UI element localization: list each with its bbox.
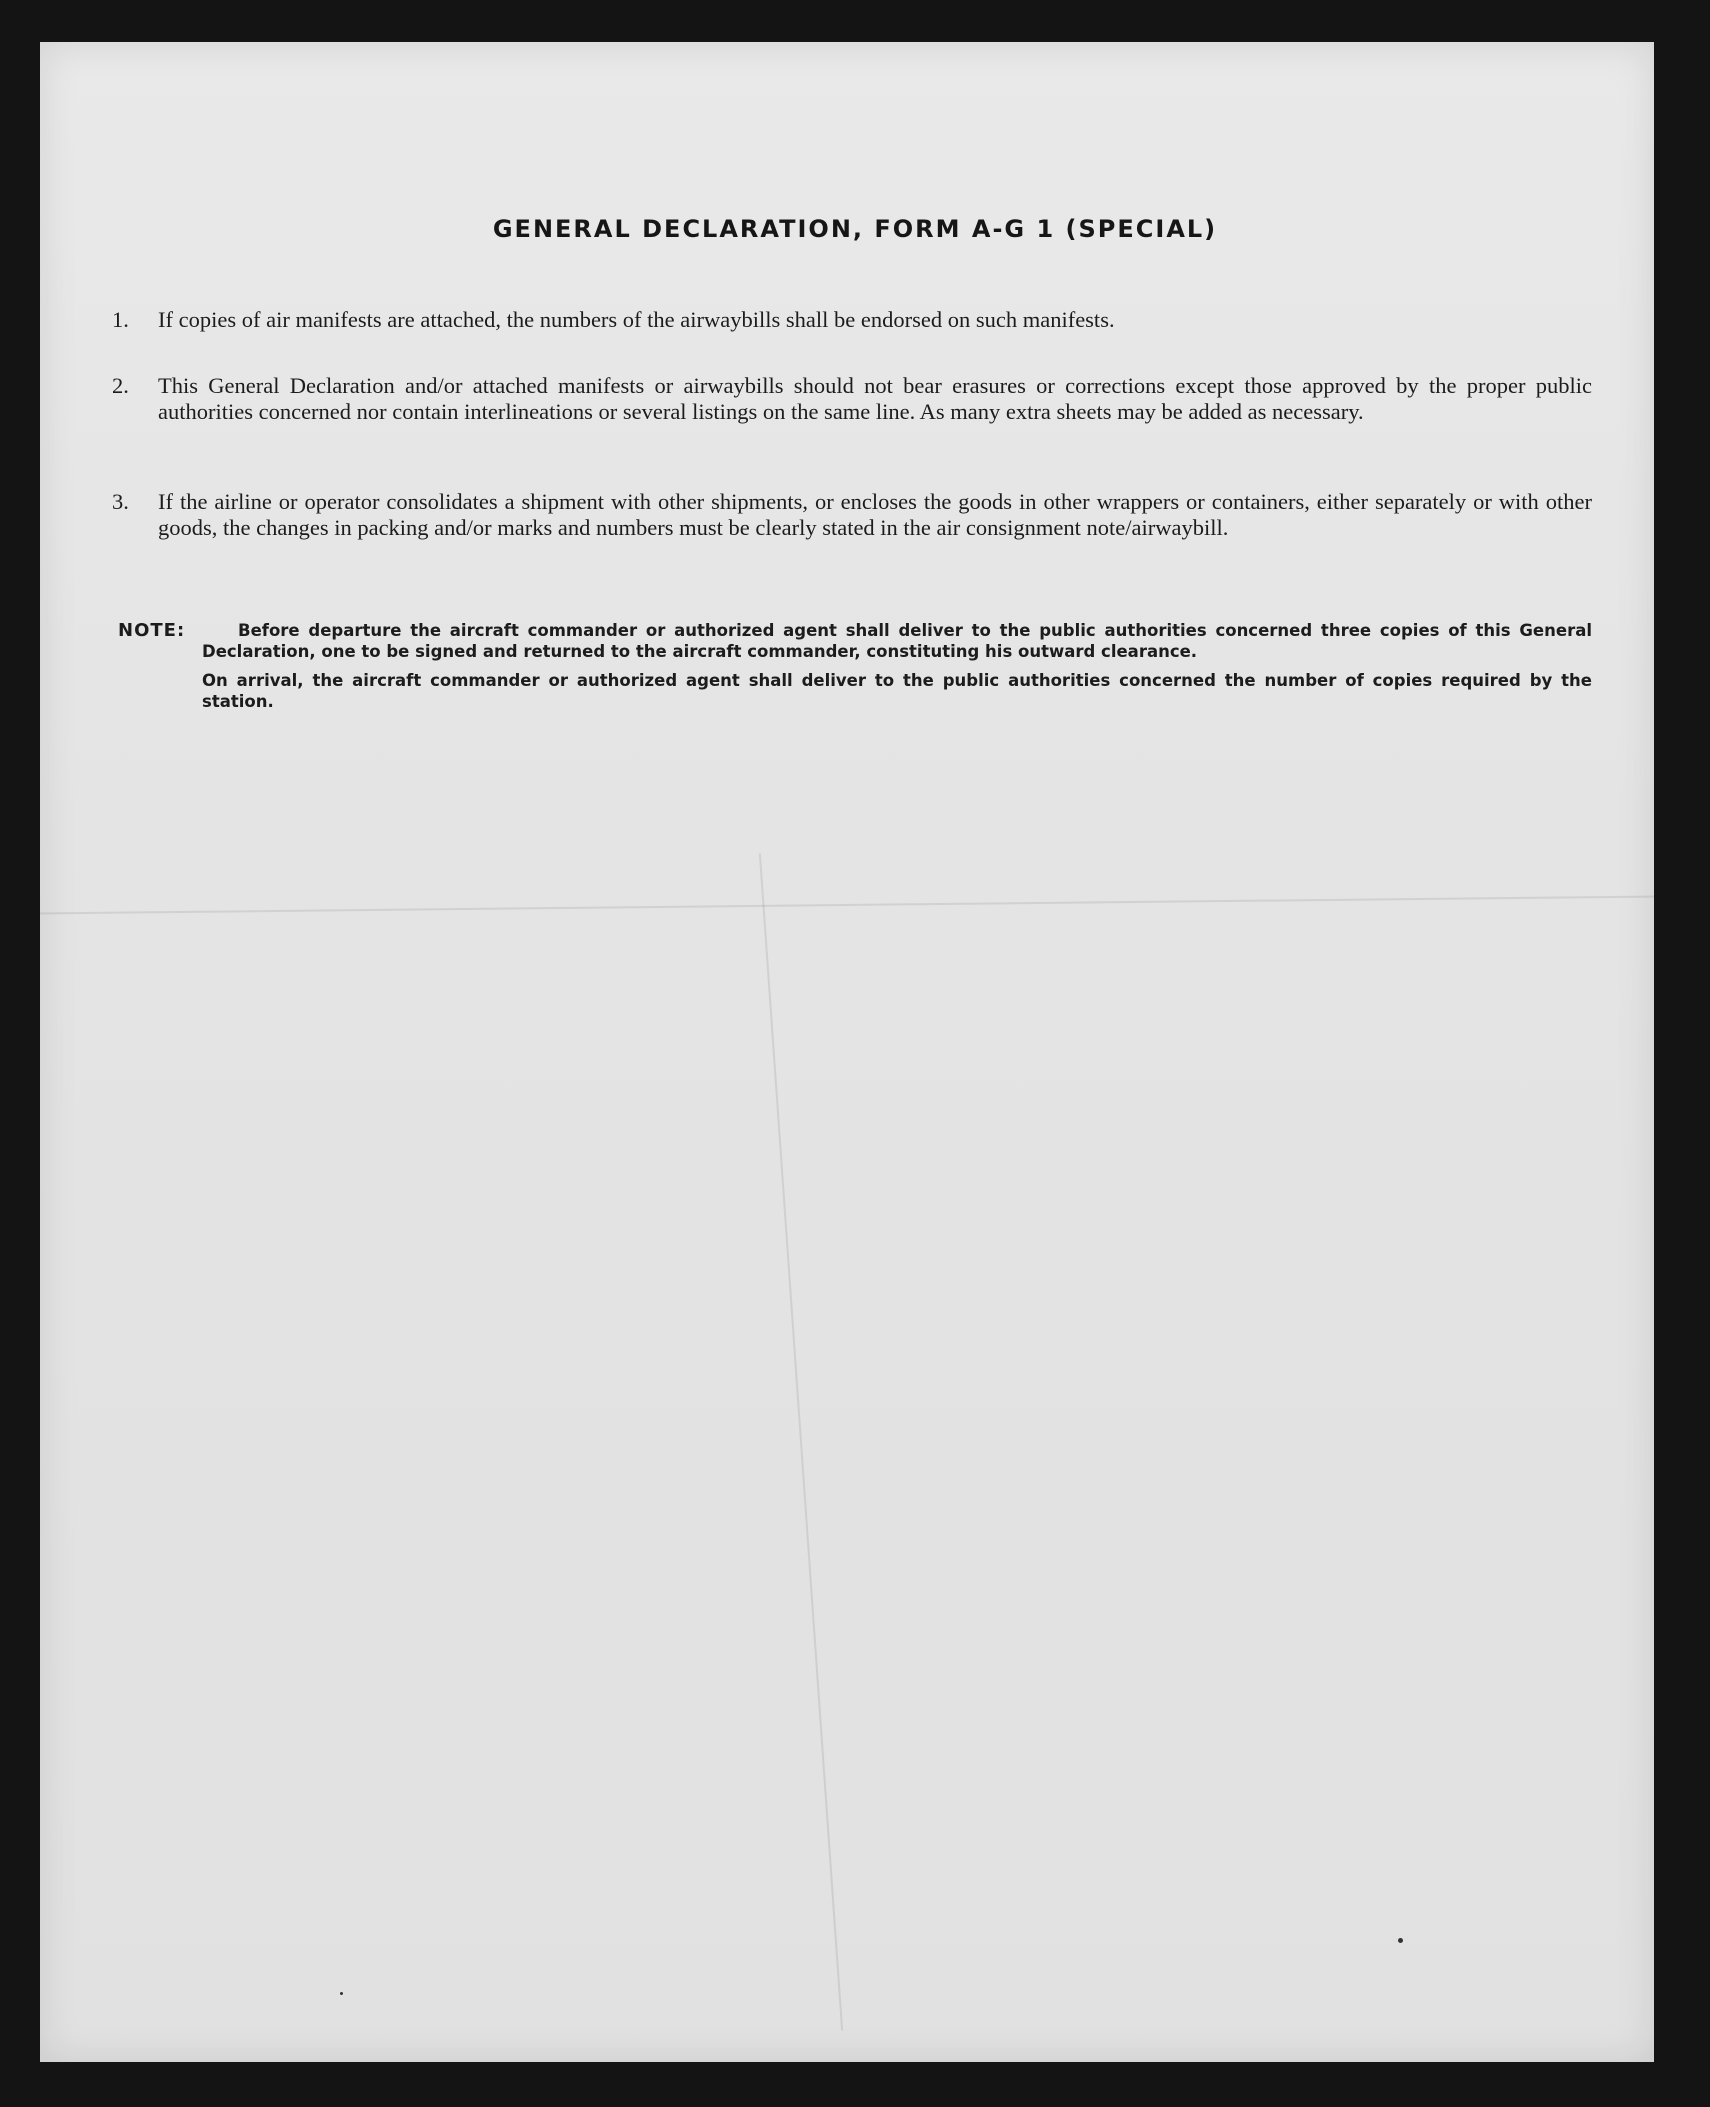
item-text: If copies of air manifests are attached, the numbers of the airwaybills shall be endorsed on such manifests. — [158, 307, 1115, 332]
paper-speck — [340, 1992, 343, 1995]
instruction-item-2 — [112, 373, 1592, 425]
item-text: If the airline or operator consolidates a shipment with other shipments, or encloses the goods in other wrappers or containers, either separately or with other goods, the changes in packing and/or marks and numbers must be clearly stated in the air consignment note/airwaybill. — [158, 489, 1592, 540]
paper-speck — [1398, 1938, 1403, 1943]
note-paragraph-departure: Before departure the aircraft commander or authorized agent shall deliver to the public authorities concerned three copies of this General Declaration, one to be signed and returned to the aircraft commander, constituting his outward clearance. — [202, 621, 1592, 661]
instruction-item-1 — [112, 307, 1592, 333]
item-number: 3. — [112, 489, 129, 514]
note-paragraph-arrival: On arrival, the aircraft commander or authorized agent shall deliver to the public authorities concerned the number of copies required by the station. — [202, 671, 1592, 711]
fold-crease-horizontal — [40, 896, 1654, 915]
instruction-item-3 — [112, 489, 1592, 541]
item-number: 2. — [112, 373, 129, 398]
item-number: 1. — [112, 307, 129, 332]
note-section — [118, 620, 1592, 712]
fold-crease-vertical — [759, 853, 843, 2030]
item-text: This General Declaration and/or attached manifests or airwaybills should not bear erasures or corrections except those approved by the proper public authorities concerned nor contain interlineations or several listings on the same line. As many extra sheets may be added as necessary. — [158, 373, 1592, 424]
document-title: GENERAL DECLARATION, FORM A-G 1 (SPECIAL) — [492, 215, 1218, 243]
document-page — [40, 42, 1654, 2062]
note-label: NOTE: — [118, 620, 186, 641]
